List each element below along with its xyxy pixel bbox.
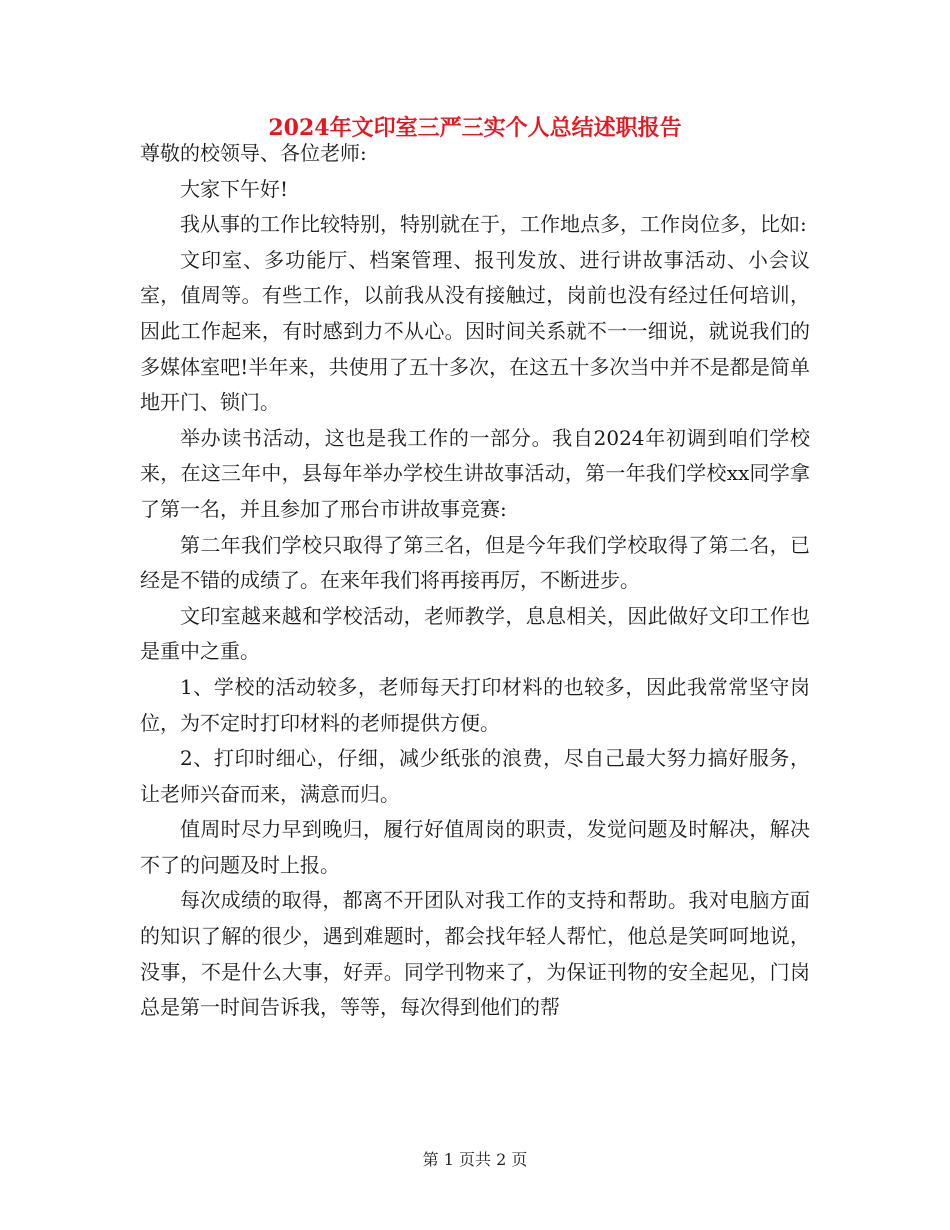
document-title: 2024年文印室三严三实个人总结述职报告 [268,115,682,141]
paragraph-team-support: 每次成绩的取得，都离不开团队对我工作的支持和帮助。我对电脑方面的知识了解的很少，遇到难题时，都会找年轻人帮忙，他总是笑呵呵地说，没事，不是什么大事，好弄。同学刊物来了，为保证刊物的安全起见，门岗总是第一时间告诉我，等等，每次得到他们的帮 [140,888,810,1020]
paragraph-print-room: 文印室越来越和学校活动，老师教学，息息相关，因此做好文印工作也是重中之重。 [140,603,810,664]
page-number-footer: 第 1 页共 2 页 [422,1150,528,1169]
paragraph-intro: 我从事的工作比较特别，特别就在于，工作地点多，工作岗位多，比如: [180,212,807,237]
paragraph-item-2: 2、打印时细心，仔细，减少纸张的浪费，尽自己最大努力搞好服务，让老师兴奋而来，满意而归。 [140,746,810,806]
greeting: 大家下午好! [180,176,289,201]
paragraph-duty-week: 值周时尽力早到晚归，履行好值周岗的职责，发觉问题及时解决，解决不了的问题及时上报。 [140,817,810,877]
paragraph-second-year: 第二年我们学校只取得了第三名，但是今年我们学校取得了第二名，已经是不错的成绩了。在来年我们将再接再厉，不断进步。 [140,532,810,593]
paragraph-reading-activity: 举办读书活动，这也是我工作的一部分。我自2024年初调到咱们学校来，在这三年中，县每年举办学校生讲故事活动，第一年我们学校xx同学拿了第一名，并且参加了邢台市讲故事竞赛: [140,425,810,521]
document-body [140,136,810,1026]
paragraph-duties: 文印室、多功能厅、档案管理、报刊发放、进行讲故事活动、小会议室，值周等。有些工作，以前我从没有接触过，岗前也没有经过任何培训，因此工作起来，有时感到力不从心。因时间关系就不一一细说，就说我们的多媒体室吧!半年来，共使用了五十多次，在这五十多次当中并不是都是简单地开门、锁门。 [140,247,810,415]
paragraph-item-1: 1、学校的活动较多，老师每天打印材料的也较多，因此我常常坚守岗位，为不定时打印材料的老师提供方便。 [140,674,810,735]
salutation: 尊敬的校领导、各位老师: [140,141,367,165]
